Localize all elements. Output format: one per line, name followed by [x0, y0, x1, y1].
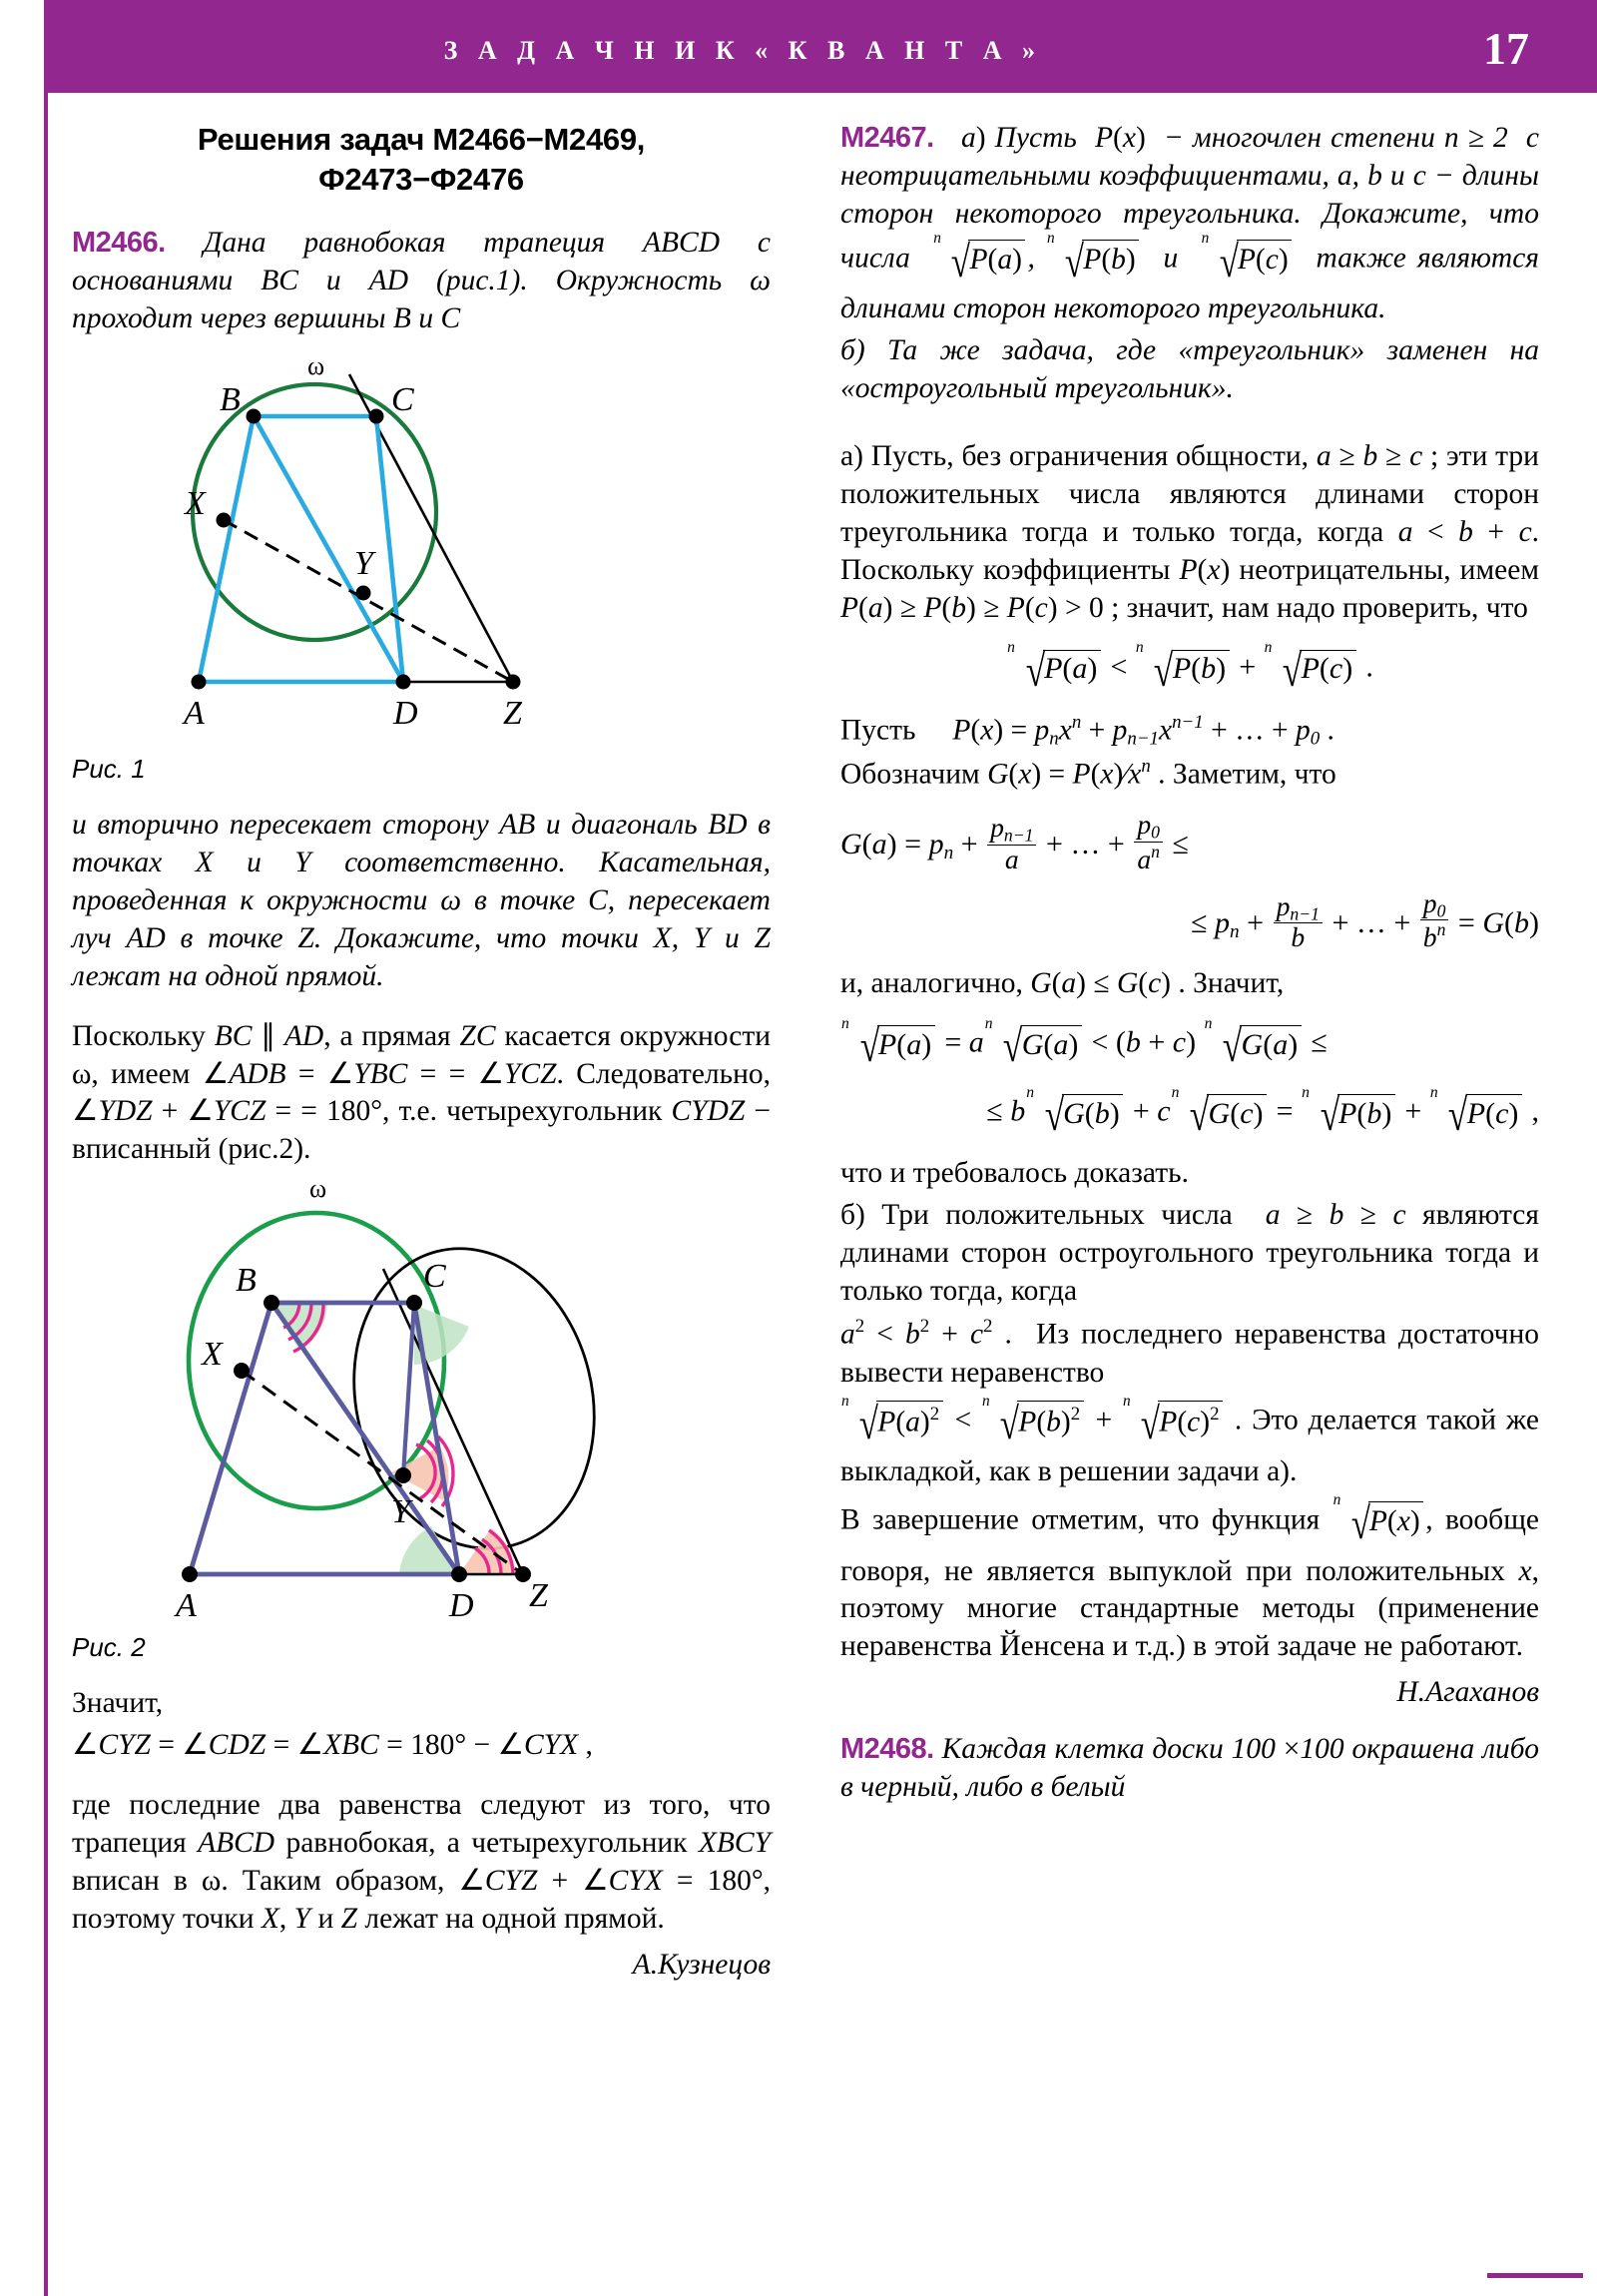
page-title [72, 120, 771, 199]
problem-2467-solution-a3: Обозначим $G(x) = P(x)⁄x^n$ . Заметим, что [840, 756, 1336, 792]
display-chain-2: ≤ b n √G(b) + c n √G(c) = n √P(b) + n √P(c) , [986, 1083, 1539, 1141]
page-bottom-marker [1487, 2273, 1583, 2278]
point-X [217, 513, 232, 528]
problem-2467-solution-a4: и, аналогично, G(a) ≤ G(c) . Значит, [840, 967, 1285, 1000]
problem-2466-solution-intro: Значит, [72, 1687, 164, 1720]
right-column [840, 120, 1539, 1811]
label-A: A [184, 695, 205, 733]
point-X [234, 1363, 250, 1379]
circumcircle-CYDZ [323, 1223, 626, 1574]
label-C: C [391, 381, 414, 419]
display-root-inequality-1: n √P(a) < n √P(b) + n √P(c) . [1007, 638, 1373, 696]
omega-label: ω [307, 352, 325, 381]
problem-2466-solution-part1: Поскольку BC ∥ AD, а прямая ZC касается окружности ω, имеем ∠ADB = ∠YBC = = ∠YCZ. Следовательно, ∠YDZ + ∠YCZ = = 180°, т.е. четырехугольник CYDZ − вписанный (рис.2). [72, 1019, 772, 1166]
display-G-b: ≤ $p_n$ + $\frac{p_{n-1}}{b}$ + … + $\frac{p_0}{b^n}$ = G(b) [1191, 886, 1539, 953]
label-A: A [176, 1587, 197, 1625]
figure-2-drawing [72, 1183, 711, 1630]
figure-1-caption: Рис. 1 [72, 754, 146, 785]
problem-2466-statement-part2: и вторично пересекает сторону AB и диагональ BD в точках X и Y соответственно. Касательная, проведенная к окружности ω в точке C, пересекает луч AD в точке Z. Докажите, что точки X, Y и Z лежат на одной прямой. [72, 809, 772, 992]
omega-label: ω [309, 1183, 327, 1204]
display-G-a: $G(a) = p_n$ + $\frac{p_{n-1}}{a}$ + … + $\frac{p_0}{a^n}$ ≤ [840, 809, 1189, 874]
problem-2468-statement: M2468. Каждая клетка доски 100 ×100 окрашена либо в черный, либо в белый [840, 1733, 1539, 1804]
section-title-line-2: Ф2473−Ф2476 [318, 161, 524, 197]
point-A [182, 1566, 198, 1582]
label-X: X [185, 485, 206, 523]
problem-2467-solution-a2: Пусть $P(x) = p_nx^n + p_{n-1}x^{n-1}$ + … + $p_0$ . [840, 711, 1334, 750]
problem-2467-solution-a1: а) Пусть, без ограничения общности, a ≥ b ≥ c ; эти три положительных числа являются длинами сторон треугольника тогда и только тогда, когда a < b + c. Поскольку коэффициенты P(x) неотрицательны, имеем P(a) ≥ P(b) ≥ P(c) > 0 ; значит, нам надо проверить, что [840, 440, 1540, 624]
point-B [247, 409, 262, 424]
root-Pb: n √P(b) [1047, 234, 1139, 291]
point-Y [395, 1467, 411, 1483]
root-Pc: n √P(c) [1202, 234, 1293, 291]
label-D: D [449, 1587, 474, 1625]
problem-2467-solution-b1: б) Три положительных числа a ≥ b ≥ c являются длинами сторон остроугольного треугольника тогда и только тогда, когда [840, 1199, 1539, 1307]
point-C [369, 409, 384, 424]
problem-2467-solution-b4: В завершение отметим, что функция n √P(x) , вообще говоря, не является выпуклой при положительных x, поэтому многие стандартные методы (применение неравенства Йенсена и т.д.) в этой задаче не работают. [840, 1491, 1539, 1663]
problem-2467-author: Н.Агаханов [1396, 1676, 1539, 1709]
problem-2467-statement-a: M2467. а) Пусть P(x) − многочлен степени n ≥ 2 с неотрицательными коэффициентами, a, b и c − длины сторон некоторого треугольника. Докажите, что числа n √P(a) , n √P(b) и n √P(c) также являются длинами сторон некоторого треугольника. [840, 122, 1540, 325]
header-rule [44, 93, 1597, 96]
point-Z [506, 675, 521, 690]
problem-2467-tag: M2467. [840, 122, 934, 154]
left-column [72, 120, 771, 1982]
figure-2-caption: Рис. 2 [72, 1632, 146, 1663]
problem-2466-solution-part3: где последние два равенства следуют из того, что трапеция ABCD равнобокая, а четырехугольник XBCY вписан в ω. Таким образом, ∠CYZ + ∠CYX = 180°, поэтому точки X, Y и Z лежат на одной прямой. [72, 1789, 772, 1935]
point-C [406, 1295, 422, 1311]
problem-2467-statement-b: б) Та же задача, где «треугольник» заменен на «остроугольный треугольник». [840, 334, 1539, 405]
label-Y: Y [391, 1493, 410, 1531]
point-A [192, 675, 207, 690]
problem-2466-statement-part1 [72, 225, 771, 338]
figure-1 [72, 352, 771, 785]
page-number: 17 [1483, 23, 1529, 74]
point-B [264, 1295, 279, 1311]
label-D: D [393, 695, 418, 733]
figure-2 [72, 1183, 771, 1663]
page-spine [44, 93, 48, 2296]
problem-2467-solution-b2: $a^2 < b^2 + c^2$ . Из последнего неравенства достаточно вывести неравенство [840, 1315, 1540, 1389]
header-band [44, 0, 1597, 93]
problem-2468-tag: M2468. [840, 1733, 934, 1766]
segment-CY [403, 1303, 414, 1475]
point-Y [356, 586, 371, 601]
problem-2466-statement-text: Дана равнобокая трапеция ABCD с основаниями BC и AD (рис.1). Окружность ω проходит через вершины B и C [72, 227, 772, 335]
root-Pa: n √P(a) [933, 234, 1025, 291]
running-title: З А Д А Ч Н И К « К В А Н Т А » [443, 36, 1042, 65]
omega-circle [193, 384, 436, 640]
problem-2467-solution-a5: что и требовалось доказать. [840, 1157, 1189, 1190]
problem-2467-solution-b3: n $√P(a)^2$ < n $√P(b)^2$ + n $√P(c)^2$ . Это делается такой же выкладкой, как в решении задачи а). [840, 1392, 1540, 1488]
label-Z: Z [503, 695, 522, 733]
problem-2466-author: А.Кузнецов [632, 1948, 771, 1981]
point-D [451, 1566, 467, 1582]
label-Y: Y [354, 545, 373, 583]
section-title-line-1: Решения задач М2466−М2469, [197, 122, 646, 157]
point-D [396, 675, 411, 690]
label-B: B [236, 1262, 257, 1300]
problem-2466-tag: M2466. [72, 227, 166, 260]
label-B: B [220, 381, 241, 419]
figure-1-drawing [72, 352, 681, 752]
problem-2466-solution-display: ∠CYZ = ∠CDZ = ∠XBC = 180° − ∠CYX , [72, 1729, 593, 1762]
label-C: C [423, 1258, 446, 1296]
display-chain-1: n √P(a) = a n √G(a) < (b + c) n √G(a) ≤ [841, 1014, 1328, 1072]
label-X: X [202, 1336, 223, 1374]
label-Z: Z [529, 1577, 548, 1615]
dashed-line-XYZ [242, 1371, 523, 1574]
